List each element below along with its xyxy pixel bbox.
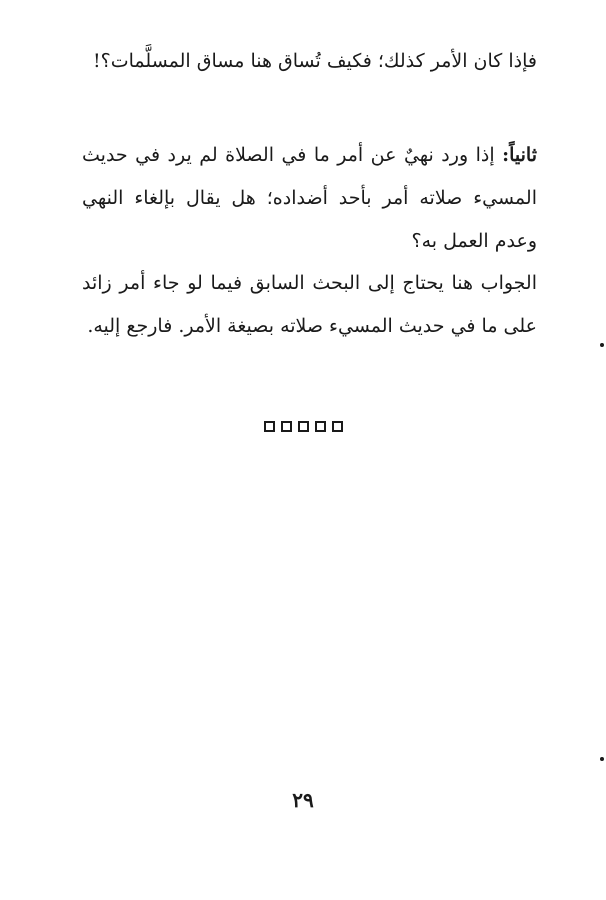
paragraph-2 — [82, 134, 537, 263]
section-separator — [0, 421, 606, 432]
scan-mark — [600, 343, 604, 347]
square-outline-icon — [332, 421, 343, 432]
paragraph-2-lead: ثانياً: — [502, 144, 537, 166]
square-outline-icon — [281, 421, 292, 432]
square-outline-icon — [298, 421, 309, 432]
paragraph-3: الجواب هنا يحتاج إلى البحث السابق فيما لو جاء أمر زائد على ما في حديث المسيء صلاته بصيغة الأمر. فارجع إليه. — [82, 272, 537, 337]
paragraph-2-body: إذا ورد نهيٌ عن أمر ما في الصلاة لم يرد في حديث المسيء صلاته أمر بأحد أضداده؛ هل يقال بإلغاء النهي وعدم العمل به؟ — [82, 144, 537, 252]
square-outline-icon — [264, 421, 275, 432]
scan-mark — [600, 757, 604, 761]
square-outline-icon — [315, 421, 326, 432]
paragraph-1: فإذا كان الأمر كذلك؛ فكيف تُساق هنا مساق المسلَّمات؟! — [93, 50, 537, 72]
page-number: ٢٩ — [292, 788, 314, 812]
